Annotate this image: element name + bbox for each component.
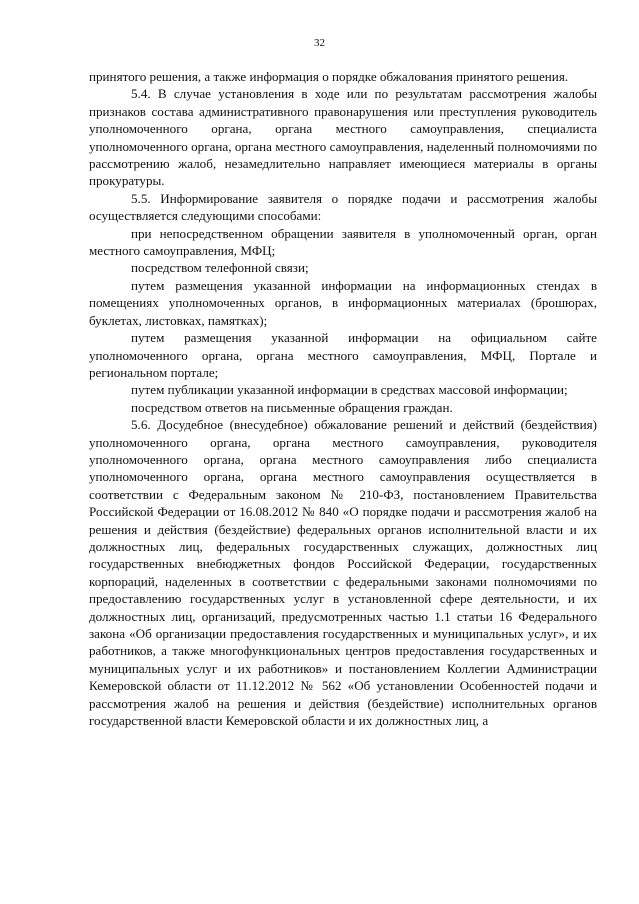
list-item-website: путем размещения указанной информации на официальном сайте уполномоченного органа, органа местного самоуправления, МФЦ, Портале и региональном портале; — [89, 330, 597, 380]
page-number: 32 — [314, 37, 325, 49]
paragraph-5-4: 5.4. В случае установления в ходе или по результатам рассмотрения жалобы признаков состава административного правонарушения или преступления руководитель уполномоченного органа, органа местного самоуправления, специалиста уполномоченного органа, органа местного самоуправления, наделенный полномочиями по рассмотрению жалоб, незамедлительно направляет имеющиеся материалы в органы прокуратуры. — [89, 86, 597, 189]
list-item-written: посредством ответов на письменные обращения граждан. — [131, 399, 453, 415]
paragraph-5-5: 5.5. Информирование заявителя о порядке подачи и рассмотрения жалобы осуществляется следующими способами: — [89, 190, 597, 224]
list-item-phone: посредством телефонной связи; — [131, 260, 309, 276]
paragraph-5-6: 5.6. Досудебное (внесудебное) обжалование решений и действий (бездействия) уполномоченного органа, органа местного самоуправления, руководителя уполномоченного органа, органа местного самоуправления либо специалиста уполномоченного органа, органа местного самоуправления осуществляется в соответствии с Федеральным законом № 210-ФЗ, постановлением Правительства Российской Федерации от 16.08.2012 № 840 «О порядке подачи и рассмотрения жалоб на решения и действия (бездействие) федеральных органов исполнительной власти и их должностных лиц, федеральных государственных служащих, должностных лиц государственных внебюджетных фондов Российской Федерации, государственных корпораций, наделенных в соответствии с федеральными законами полномочиями по предоставлению государственных услуг в установленной сфере деятельности, и их должностных лиц, организаций, предусмотренных частью 1.1 статьи 16 Федерального закона «Об организации предоставления государственных и муниципальных услуг», и их работников, а также многофункциональных центров предоставления государственных и муниципальных услуг и их работников» и постановлением Коллегии Администрации Кемеровской области от 11.12.2012 № 562 «Об установлении Особенностей подачи и рассмотрения жалоб на решения и действия (бездействие) исполнительных органов государственной власти Кемеровской области и их должностных лиц, а — [89, 417, 597, 729]
list-item-stands: путем размещения указанной информации на информационных стендах в помещениях уполномоченных органов, в информационных материалах (брошюрах, буклетах, листовках, памятках); — [89, 277, 597, 328]
list-item-direct-appeal: при непосредственном обращении заявителя в уполномоченный орган, орган местного самоуправления, МФЦ; — [89, 225, 597, 259]
list-item-media: путем публикации указанной информации в средствах массовой информации; — [131, 382, 568, 398]
paragraph-continuation: принятого решения, а также информация о порядке обжалования принятого решения. — [89, 69, 569, 84]
body-text — [89, 68, 597, 729]
